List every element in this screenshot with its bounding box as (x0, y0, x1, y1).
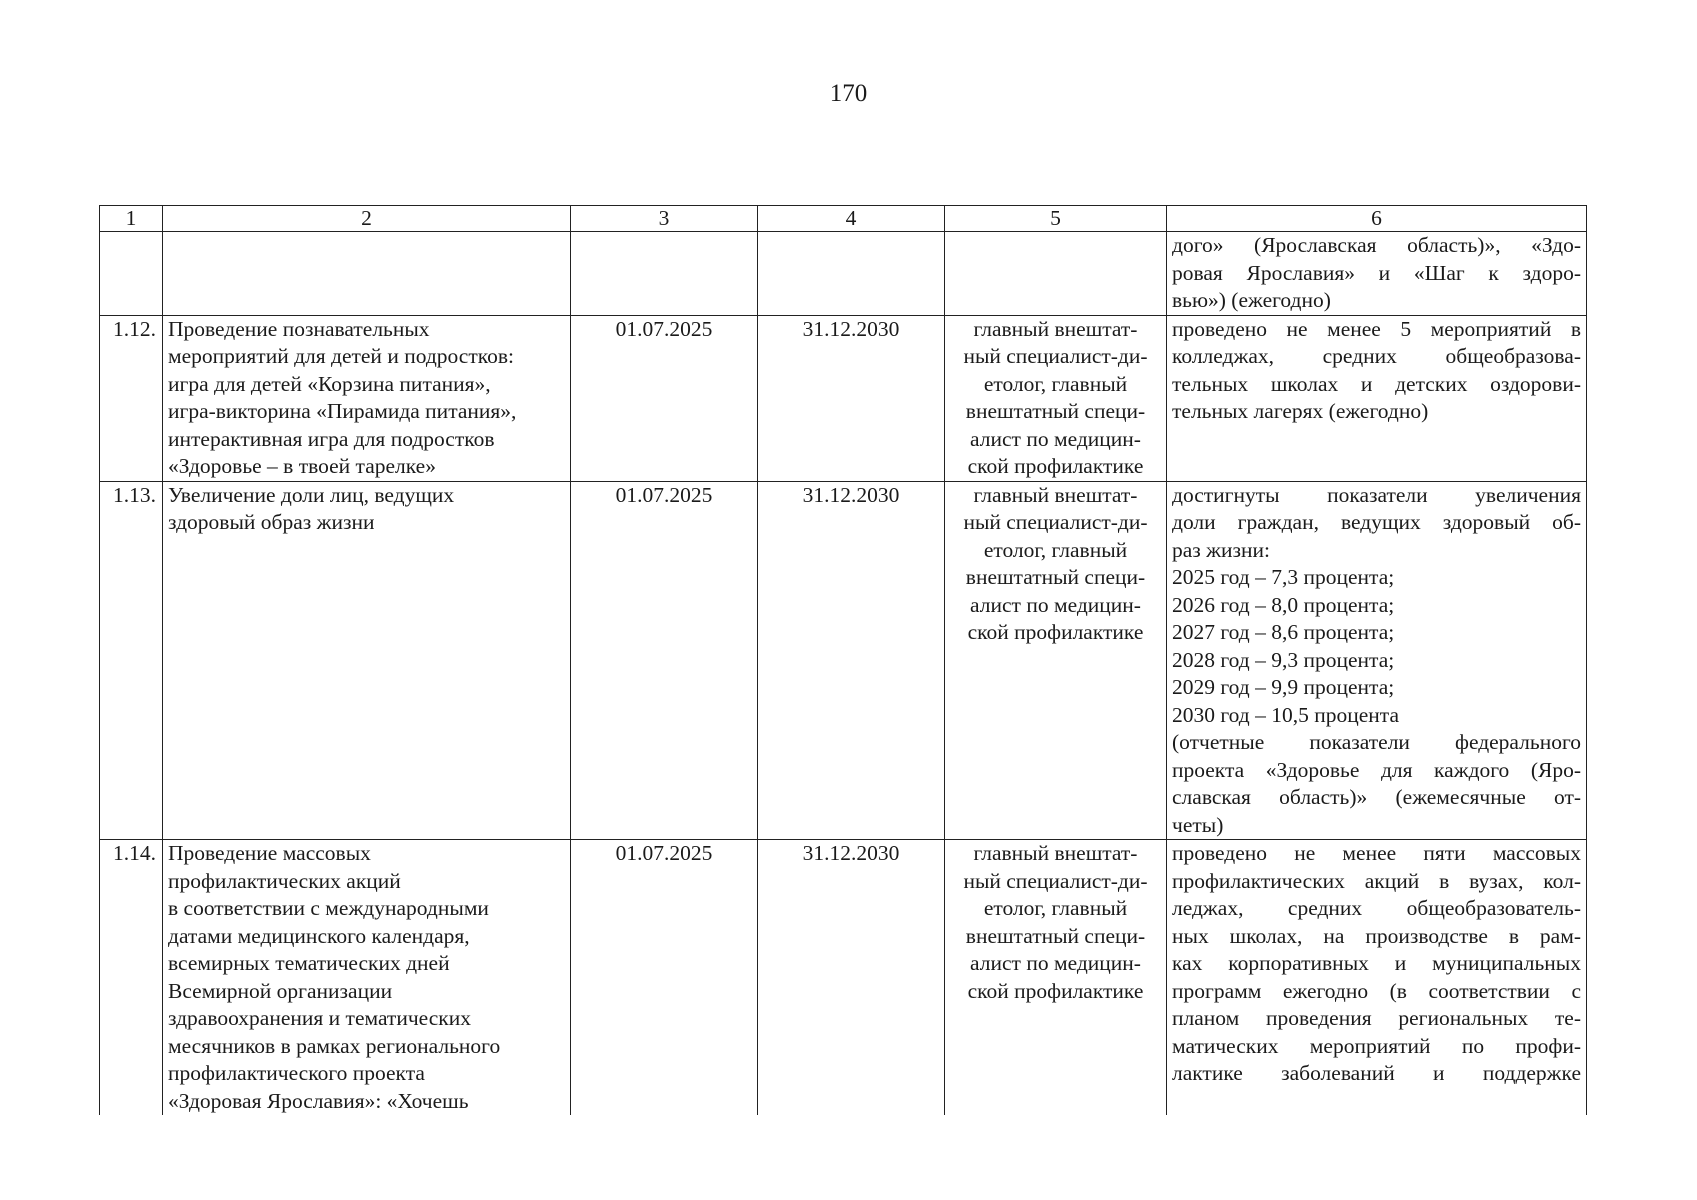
text-line: здоровый образ жизни (168, 510, 375, 534)
text-line: игра-викторина «Пирамида питания», (168, 399, 517, 423)
column-header: 3 (571, 206, 758, 232)
text-line: леджах, средних общеобразователь- (1172, 896, 1581, 920)
text-line: здравоохранения и тематических (168, 1006, 471, 1030)
text-line: (отчетные показатели федерального (1172, 730, 1581, 754)
text-line: главный внештат- (973, 316, 1138, 341)
text-line: планом проведения региональных те- (1172, 1006, 1581, 1030)
text-line: раз жизни: (1172, 537, 1270, 562)
text-line: колледжах, средних общеобразова- (1172, 344, 1581, 368)
end-date: 31.12.2030 (758, 840, 945, 1116)
text-line: тельных лагерях (ежегодно) (1172, 399, 1429, 423)
start-date: 01.07.2025 (571, 481, 758, 840)
text-line: лактике заболеваний и поддержке (1172, 1061, 1581, 1085)
plan-table (99, 205, 1587, 1115)
text-line: профилактических акций (168, 868, 401, 893)
text-line: внештатный специ- (965, 923, 1146, 948)
text-line: 2027 год – 8,6 процента; (1172, 620, 1395, 644)
table-row (100, 840, 1587, 1116)
text-line: алист по медицин- (970, 592, 1141, 617)
text-line: вью») (ежегодно) (1172, 288, 1331, 312)
column-header: 1 (100, 206, 163, 232)
text-line: всемирных тематических дней (168, 951, 450, 975)
text-line: месячников в рамках регионального (168, 1033, 501, 1058)
text-line: ках корпоративных и муниципальных (1172, 951, 1581, 975)
table-row (100, 315, 1587, 481)
activity-cell (163, 840, 571, 1116)
text-line: Увеличение доли лиц, ведущих (168, 482, 455, 507)
row-number: 1.12. (100, 315, 163, 481)
text-line: 2025 год – 7,3 процента; (1172, 565, 1395, 589)
text-line: матических мероприятий по профи- (1172, 1033, 1581, 1058)
table-row (100, 481, 1587, 840)
result-cell (1167, 840, 1587, 1116)
table-header-row (100, 206, 1587, 232)
text-line: в соответствии с международными (168, 896, 489, 920)
text-line: четы) (1172, 812, 1224, 837)
text-line: профилактических акций в вузах, кол- (1172, 868, 1581, 893)
text-line: ных школах, на производстве в рам- (1172, 923, 1581, 948)
column-header: 5 (945, 206, 1167, 232)
text-line: внештатный специ- (965, 399, 1146, 423)
cell-empty (100, 232, 163, 316)
end-date: 31.12.2030 (758, 315, 945, 481)
text-line: «Здоровая Ярославия»: «Хочешь (168, 1088, 469, 1113)
activity-cell (163, 481, 571, 840)
column-header: 6 (1167, 206, 1587, 232)
column-header: 4 (758, 206, 945, 232)
row-number: 1.14. (100, 840, 163, 1116)
text-line: 2028 год – 9,3 процента; (1172, 647, 1395, 672)
activity-cell (163, 315, 571, 481)
start-date: 01.07.2025 (571, 315, 758, 481)
column-header: 2 (163, 206, 571, 232)
continuation-row (100, 232, 1587, 316)
text-line: Проведение познавательных (168, 316, 430, 341)
cell-empty (571, 232, 758, 316)
page-number: 170 (829, 80, 868, 107)
responsible-cell (945, 840, 1167, 1116)
cell-empty (163, 232, 571, 316)
text-line: датами медицинского календаря, (168, 923, 470, 948)
responsible-cell (945, 315, 1167, 481)
text-line: главный внештат- (973, 841, 1138, 865)
text-line: 2030 год – 10,5 процента (1172, 702, 1399, 727)
text-line: 2026 год – 8,0 процента; (1172, 592, 1395, 617)
end-date: 31.12.2030 (758, 481, 945, 840)
text-line: ской профилактике (967, 454, 1144, 478)
text-line: достигнуты показатели увеличения (1172, 482, 1581, 507)
text-line: ровая Ярославия» и «Шаг к здоро- (1172, 260, 1581, 285)
text-line: игра для детей «Корзина питания», (168, 371, 491, 396)
text-line: главный внештат- (973, 482, 1138, 507)
text-line: алист по медицин- (970, 951, 1141, 975)
text-line: профилактического проекта (168, 1061, 425, 1085)
text-line: Проведение массовых (168, 841, 371, 865)
cell-empty (945, 232, 1167, 316)
text-line: внештатный специ- (965, 565, 1146, 589)
text-line: тельных школах и детских оздорови- (1172, 371, 1581, 396)
text-line: алист по медицин- (970, 426, 1141, 451)
text-line: доли граждан, ведущих здоровый об- (1172, 510, 1581, 534)
text-line: етолог, главный (983, 537, 1128, 562)
text-line: ской профилактике (967, 978, 1144, 1003)
result-cell (1167, 232, 1587, 316)
result-cell (1167, 315, 1587, 481)
text-line: «Здоровье – в твоей тарелке» (168, 454, 436, 478)
text-line: Всемирной организации (168, 978, 393, 1003)
text-line: интерактивная игра для подростков (168, 426, 495, 451)
text-line: 2029 год – 9,9 процента; (1172, 675, 1395, 699)
text-line: проведено не менее 5 мероприятий в (1172, 316, 1581, 341)
start-date: 01.07.2025 (571, 840, 758, 1116)
text-line: ской профилактике (967, 620, 1144, 644)
responsible-cell (945, 481, 1167, 840)
text-line: проведено не менее пяти массовых (1172, 841, 1581, 865)
text-line: дого» (Ярославская область)», «Здо- (1172, 233, 1581, 257)
text-line: славская область)» (ежемесячные от- (1172, 785, 1581, 809)
text-line: мероприятий для детей и подростков: (168, 344, 514, 368)
text-line: программ ежегодно (в соответствии с (1172, 978, 1581, 1003)
text-line: етолог, главный (983, 371, 1128, 396)
cell-empty (758, 232, 945, 316)
result-cell (1167, 481, 1587, 840)
text-line: етолог, главный (983, 896, 1128, 920)
row-number: 1.13. (100, 481, 163, 840)
text-line: проекта «Здоровье для каждого (Яро- (1172, 757, 1581, 782)
text-line: ный специалист-ди- (963, 868, 1148, 893)
text-line: ный специалист-ди- (963, 510, 1148, 534)
text-line: ный специалист-ди- (963, 344, 1148, 368)
